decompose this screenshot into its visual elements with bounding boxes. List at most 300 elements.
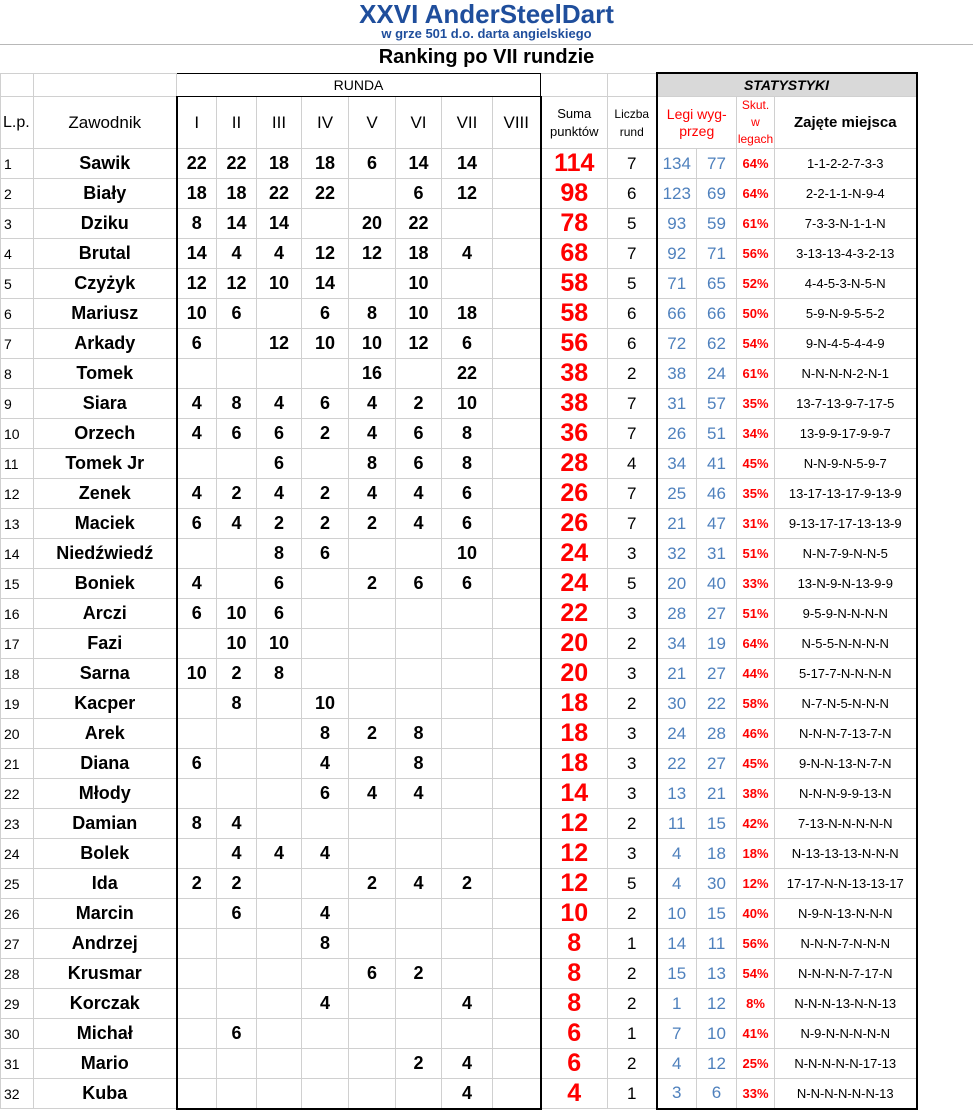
header-row-top (1, 73, 917, 97)
statystyki-header: STATYSTYKI (657, 73, 917, 97)
round-points-2 (217, 359, 257, 389)
suma-header: Suma punktów (541, 97, 608, 149)
row-lp: 1 (1, 149, 34, 179)
round-points-5 (349, 1019, 396, 1049)
points-sum: 10 (541, 899, 608, 929)
row-lp: 28 (1, 959, 34, 989)
row-lp: 9 (1, 389, 34, 419)
round-points-8 (493, 419, 541, 449)
table-row (1, 959, 917, 989)
legs-efficiency: 8% (737, 989, 775, 1019)
round-points-6: 14 (396, 149, 442, 179)
player-name: Bolek (34, 839, 177, 869)
round-points-7: 4 (442, 1079, 493, 1109)
round-points-5: 4 (349, 779, 396, 809)
round-points-5: 2 (349, 869, 396, 899)
round-points-1: 10 (177, 659, 217, 689)
round-points-6: 6 (396, 449, 442, 479)
header-spacer (1, 73, 34, 97)
player-name: Biały (34, 179, 177, 209)
round-points-1 (177, 629, 217, 659)
points-sum: 22 (541, 599, 608, 629)
round-points-3: 10 (257, 629, 302, 659)
table-row (1, 839, 917, 869)
round-points-2: 4 (217, 839, 257, 869)
table-row (1, 539, 917, 569)
legs-won: 11 (657, 809, 697, 839)
table-row (1, 749, 917, 779)
round-points-1: 18 (177, 179, 217, 209)
legs-efficiency: 61% (737, 209, 775, 239)
points-sum: 78 (541, 209, 608, 239)
rounds-count: 1 (608, 1079, 657, 1109)
round-points-2 (217, 719, 257, 749)
round-points-4: 2 (302, 509, 349, 539)
round-points-6 (396, 689, 442, 719)
player-name: Maciek (34, 509, 177, 539)
round-points-4: 10 (302, 689, 349, 719)
round-points-7: 10 (442, 389, 493, 419)
player-name: Marcin (34, 899, 177, 929)
round-points-4: 8 (302, 929, 349, 959)
round-points-8 (493, 149, 541, 179)
round-points-1: 6 (177, 329, 217, 359)
round-points-7 (442, 269, 493, 299)
places-taken: N-9-N-N-N-N-N (775, 1019, 917, 1049)
round-points-6: 4 (396, 779, 442, 809)
round-points-3: 6 (257, 599, 302, 629)
legs-efficiency: 33% (737, 569, 775, 599)
round-points-1: 4 (177, 389, 217, 419)
header-spacer (541, 73, 608, 97)
legs-efficiency: 31% (737, 509, 775, 539)
rounds-count: 5 (608, 209, 657, 239)
round-points-5: 10 (349, 329, 396, 359)
legs-lost: 46 (697, 479, 737, 509)
points-sum: 18 (541, 749, 608, 779)
row-lp: 26 (1, 899, 34, 929)
round-points-8 (493, 1019, 541, 1049)
legs-efficiency: 45% (737, 449, 775, 479)
table-row (1, 239, 917, 269)
points-sum: 114 (541, 149, 608, 179)
round-points-5: 8 (349, 299, 396, 329)
round-points-8 (493, 779, 541, 809)
rounds-count: 2 (608, 689, 657, 719)
round-points-4 (302, 869, 349, 899)
legs-won: 1 (657, 989, 697, 1019)
points-sum: 36 (541, 419, 608, 449)
places-taken: N-5-5-N-N-N-N (775, 629, 917, 659)
round-points-7: 6 (442, 509, 493, 539)
legs-efficiency: 52% (737, 269, 775, 299)
round-points-3: 18 (257, 149, 302, 179)
rounds-count: 2 (608, 359, 657, 389)
round-points-8 (493, 569, 541, 599)
legs-lost: 59 (697, 209, 737, 239)
round-points-3: 8 (257, 539, 302, 569)
round-points-7: 8 (442, 419, 493, 449)
table-row (1, 1079, 917, 1109)
round-points-4: 8 (302, 719, 349, 749)
rounds-count: 3 (608, 839, 657, 869)
legs-lost: 28 (697, 719, 737, 749)
table-row (1, 929, 917, 959)
round-points-8 (493, 839, 541, 869)
legs-lost: 13 (697, 959, 737, 989)
round-points-4 (302, 569, 349, 599)
round-points-4: 14 (302, 269, 349, 299)
round-points-2: 18 (217, 179, 257, 209)
rounds-count: 7 (608, 419, 657, 449)
player-name: Arkady (34, 329, 177, 359)
legs-efficiency: 25% (737, 1049, 775, 1079)
table-row (1, 599, 917, 629)
round-points-6 (396, 809, 442, 839)
row-lp: 14 (1, 539, 34, 569)
places-taken: N-N-9-N-5-9-7 (775, 449, 917, 479)
round-points-3 (257, 899, 302, 929)
round-points-6 (396, 539, 442, 569)
round-points-6: 10 (396, 299, 442, 329)
round-points-6: 10 (396, 269, 442, 299)
round-points-1 (177, 689, 217, 719)
round-points-6 (396, 929, 442, 959)
points-sum: 8 (541, 989, 608, 1019)
round-header-2: II (217, 97, 257, 149)
round-points-7 (442, 689, 493, 719)
round-points-5 (349, 1079, 396, 1109)
places-taken: N-13-13-13-N-N-N (775, 839, 917, 869)
points-sum: 12 (541, 869, 608, 899)
round-points-7: 8 (442, 449, 493, 479)
points-sum: 8 (541, 929, 608, 959)
places-taken: 9-N-4-5-4-4-9 (775, 329, 917, 359)
round-points-6: 2 (396, 389, 442, 419)
table-row (1, 989, 917, 1019)
row-lp: 5 (1, 269, 34, 299)
round-points-3: 4 (257, 839, 302, 869)
ranking-title: Ranking po VII rundzie (378, 46, 595, 68)
player-name: Kuba (34, 1079, 177, 1109)
rounds-count: 6 (608, 329, 657, 359)
round-points-1 (177, 959, 217, 989)
points-sum: 98 (541, 179, 608, 209)
skut-header: Skut. w legach (737, 97, 775, 149)
round-points-3: 4 (257, 389, 302, 419)
row-lp: 11 (1, 449, 34, 479)
row-lp: 16 (1, 599, 34, 629)
rounds-count: 2 (608, 1049, 657, 1079)
round-points-8 (493, 1049, 541, 1079)
table-row (1, 1019, 917, 1049)
legs-lost: 41 (697, 449, 737, 479)
player-name: Zenek (34, 479, 177, 509)
round-points-7 (442, 809, 493, 839)
round-points-7 (442, 1019, 493, 1049)
table-row (1, 449, 917, 479)
legs-lost: 18 (697, 839, 737, 869)
round-points-7: 18 (442, 299, 493, 329)
points-sum: 12 (541, 839, 608, 869)
legs-lost: 24 (697, 359, 737, 389)
rounds-count: 7 (608, 479, 657, 509)
legs-lost: 10 (697, 1019, 737, 1049)
legs-won: 92 (657, 239, 697, 269)
places-taken: 7-13-N-N-N-N-N (775, 809, 917, 839)
round-points-1 (177, 779, 217, 809)
round-header-4: IV (302, 97, 349, 149)
points-sum: 24 (541, 569, 608, 599)
legs-won: 10 (657, 899, 697, 929)
round-points-7 (442, 959, 493, 989)
round-points-8 (493, 509, 541, 539)
legs-lost: 65 (697, 269, 737, 299)
round-header-6: VI (396, 97, 442, 149)
points-sum: 20 (541, 629, 608, 659)
legs-lost: 19 (697, 629, 737, 659)
rounds-count: 7 (608, 509, 657, 539)
legs-won: 38 (657, 359, 697, 389)
round-points-4 (302, 1079, 349, 1109)
places-taken: N-7-N-5-N-N-N (775, 689, 917, 719)
player-name: Andrzej (34, 929, 177, 959)
zawodnik-header: Zawodnik (34, 97, 177, 149)
round-points-6: 12 (396, 329, 442, 359)
table-row (1, 509, 917, 539)
legs-efficiency: 33% (737, 1079, 775, 1109)
header-spacer (34, 73, 177, 97)
round-points-4 (302, 659, 349, 689)
player-name: Korczak (34, 989, 177, 1019)
legs-won: 22 (657, 749, 697, 779)
row-lp: 6 (1, 299, 34, 329)
round-points-8 (493, 389, 541, 419)
legs-won: 32 (657, 539, 697, 569)
round-points-5 (349, 689, 396, 719)
round-points-1: 22 (177, 149, 217, 179)
round-points-4: 2 (302, 419, 349, 449)
row-lp: 30 (1, 1019, 34, 1049)
places-taken: 4-4-5-3-N-5-N (775, 269, 917, 299)
player-name: Czyżyk (34, 269, 177, 299)
rounds-count: 3 (608, 539, 657, 569)
points-sum: 26 (541, 479, 608, 509)
points-sum: 38 (541, 359, 608, 389)
round-points-4 (302, 1019, 349, 1049)
round-points-3 (257, 749, 302, 779)
legs-lost: 15 (697, 809, 737, 839)
round-points-8 (493, 959, 541, 989)
legs-lost: 11 (697, 929, 737, 959)
round-points-7 (442, 779, 493, 809)
round-points-4: 6 (302, 539, 349, 569)
legs-efficiency: 64% (737, 629, 775, 659)
round-points-6 (396, 1019, 442, 1049)
round-points-1 (177, 839, 217, 869)
legs-won: 21 (657, 659, 697, 689)
round-points-5 (349, 929, 396, 959)
places-taken: N-N-N-7-13-7-N (775, 719, 917, 749)
points-sum: 58 (541, 299, 608, 329)
round-points-4 (302, 1049, 349, 1079)
round-points-4 (302, 629, 349, 659)
player-name: Niedźwiedź (34, 539, 177, 569)
ranking-table (0, 72, 918, 1110)
row-lp: 24 (1, 839, 34, 869)
round-points-2 (217, 779, 257, 809)
legs-won: 14 (657, 929, 697, 959)
round-points-2: 14 (217, 209, 257, 239)
row-lp: 22 (1, 779, 34, 809)
round-points-8 (493, 899, 541, 929)
player-name: Mario (34, 1049, 177, 1079)
legs-efficiency: 38% (737, 779, 775, 809)
round-points-5 (349, 749, 396, 779)
round-points-7 (442, 749, 493, 779)
points-sum: 6 (541, 1019, 608, 1049)
round-points-8 (493, 449, 541, 479)
round-points-1: 6 (177, 509, 217, 539)
liczba-header: Liczba rund (608, 97, 657, 149)
places-taken: 13-9-9-17-9-9-7 (775, 419, 917, 449)
round-points-2: 6 (217, 1019, 257, 1049)
round-points-6 (396, 629, 442, 659)
round-points-1 (177, 449, 217, 479)
places-taken: 3-13-13-4-3-2-13 (775, 239, 917, 269)
legs-efficiency: 51% (737, 599, 775, 629)
player-name: Fazi (34, 629, 177, 659)
legs-efficiency: 46% (737, 719, 775, 749)
row-lp: 4 (1, 239, 34, 269)
legs-lost: 57 (697, 389, 737, 419)
legs-lost: 15 (697, 899, 737, 929)
row-lp: 7 (1, 329, 34, 359)
round-points-3 (257, 989, 302, 1019)
round-points-2: 8 (217, 389, 257, 419)
row-lp: 17 (1, 629, 34, 659)
legs-efficiency: 42% (737, 809, 775, 839)
round-points-6: 4 (396, 509, 442, 539)
table-row (1, 719, 917, 749)
rounds-count: 2 (608, 899, 657, 929)
round-points-6 (396, 989, 442, 1019)
round-points-2 (217, 449, 257, 479)
points-sum: 18 (541, 719, 608, 749)
round-points-4: 10 (302, 329, 349, 359)
round-points-5: 6 (349, 959, 396, 989)
legs-won: 34 (657, 629, 697, 659)
places-taken: 2-2-1-1-N-9-4 (775, 179, 917, 209)
table-row (1, 629, 917, 659)
points-sum: 28 (541, 449, 608, 479)
round-points-7: 6 (442, 569, 493, 599)
round-header-7: VII (442, 97, 493, 149)
rounds-count: 2 (608, 959, 657, 989)
round-points-8 (493, 479, 541, 509)
table-row (1, 899, 917, 929)
legs-won: 25 (657, 479, 697, 509)
round-points-6: 8 (396, 719, 442, 749)
legs-efficiency: 64% (737, 179, 775, 209)
round-points-7: 12 (442, 179, 493, 209)
places-taken: 5-9-N-9-5-5-2 (775, 299, 917, 329)
table-row (1, 779, 917, 809)
legs-efficiency: 58% (737, 689, 775, 719)
legs-efficiency: 18% (737, 839, 775, 869)
round-points-4: 6 (302, 299, 349, 329)
table-row (1, 689, 917, 719)
player-name: Michał (34, 1019, 177, 1049)
legs-won: 3 (657, 1079, 697, 1109)
round-points-5 (349, 629, 396, 659)
row-lp: 8 (1, 359, 34, 389)
round-points-4: 18 (302, 149, 349, 179)
places-taken: N-N-N-N-7-17-N (775, 959, 917, 989)
legs-won: 13 (657, 779, 697, 809)
table-row (1, 569, 917, 599)
round-points-1 (177, 1079, 217, 1109)
player-name: Młody (34, 779, 177, 809)
legs-lost: 71 (697, 239, 737, 269)
rounds-count: 2 (608, 989, 657, 1019)
legs-efficiency: 41% (737, 1019, 775, 1049)
table-row (1, 1049, 917, 1079)
round-points-1: 6 (177, 749, 217, 779)
round-points-2: 4 (217, 239, 257, 269)
round-points-8 (493, 299, 541, 329)
round-points-3: 2 (257, 509, 302, 539)
rounds-count: 1 (608, 929, 657, 959)
points-sum: 68 (541, 239, 608, 269)
points-sum: 4 (541, 1079, 608, 1109)
round-points-4: 12 (302, 239, 349, 269)
points-sum: 12 (541, 809, 608, 839)
table-row (1, 299, 917, 329)
round-points-2 (217, 929, 257, 959)
round-points-1: 10 (177, 299, 217, 329)
table-row (1, 479, 917, 509)
round-points-2: 4 (217, 509, 257, 539)
rounds-count: 5 (608, 269, 657, 299)
row-lp: 10 (1, 419, 34, 449)
legs-efficiency: 54% (737, 959, 775, 989)
legs-won: 15 (657, 959, 697, 989)
places-taken: 9-13-17-17-13-13-9 (775, 509, 917, 539)
round-points-7 (442, 839, 493, 869)
round-points-4: 4 (302, 749, 349, 779)
round-points-8 (493, 719, 541, 749)
legs-lost: 12 (697, 1049, 737, 1079)
rounds-count: 7 (608, 149, 657, 179)
round-points-3: 6 (257, 449, 302, 479)
round-points-8 (493, 329, 541, 359)
rounds-count: 2 (608, 809, 657, 839)
round-points-2: 2 (217, 869, 257, 899)
places-taken: N-N-7-9-N-N-5 (775, 539, 917, 569)
sheet-title: XXVI AnderSteelDart (359, 0, 614, 29)
round-points-4 (302, 809, 349, 839)
round-points-5 (349, 1049, 396, 1079)
round-points-5: 6 (349, 149, 396, 179)
round-points-5: 2 (349, 719, 396, 749)
round-points-2: 10 (217, 599, 257, 629)
round-points-1: 12 (177, 269, 217, 299)
round-points-1: 8 (177, 809, 217, 839)
player-name: Siara (34, 389, 177, 419)
player-name: Brutal (34, 239, 177, 269)
rounds-count: 3 (608, 659, 657, 689)
